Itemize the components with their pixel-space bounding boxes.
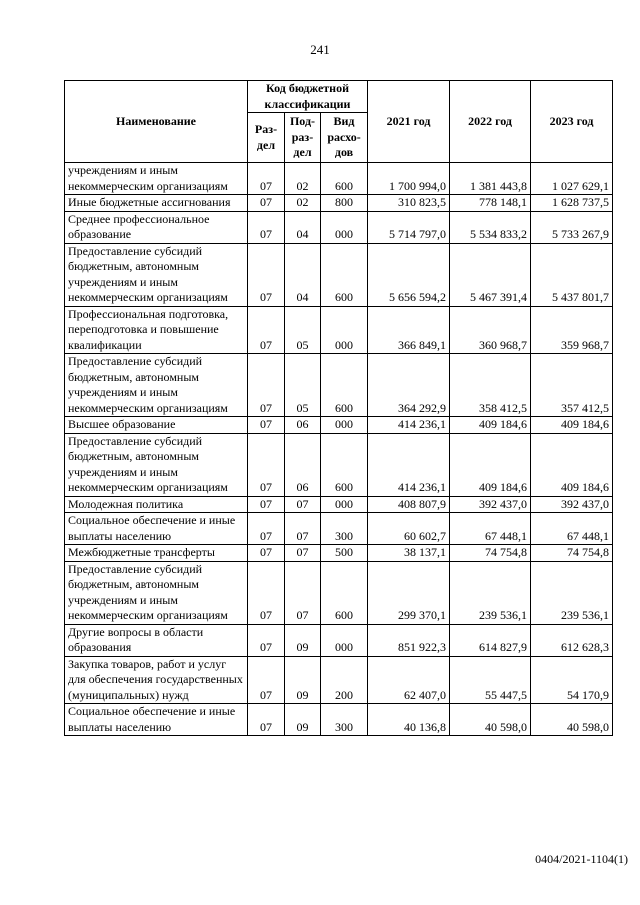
row-name: Социальное обеспечение и иные выплаты населению — [65, 704, 248, 736]
row-value-2022: 778 148,1 — [450, 195, 531, 212]
row-value-2022: 614 827,9 — [450, 624, 531, 656]
row-vid: 300 — [321, 704, 368, 736]
row-value-2021: 5 656 594,2 — [368, 243, 450, 306]
header-vid: Вид расхо-дов — [321, 113, 368, 163]
row-value-2023: 409 184,6 — [531, 433, 613, 496]
row-podrazdel: 07 — [285, 496, 321, 513]
table-row — [65, 496, 613, 513]
table-row — [65, 433, 613, 496]
table-row — [65, 656, 613, 704]
header-razdel: Раз-дел — [248, 113, 285, 163]
row-razdel: 07 — [248, 306, 285, 354]
row-value-2022: 360 968,7 — [450, 306, 531, 354]
row-value-2022: 409 184,6 — [450, 433, 531, 496]
table-row — [65, 704, 613, 736]
row-vid: 600 — [321, 354, 368, 417]
row-value-2023: 54 170,9 — [531, 656, 613, 704]
row-name: Предоставление субсидий бюджетным, автономным учреждениям и иным некоммерческим организациям — [65, 561, 248, 624]
row-vid: 600 — [321, 433, 368, 496]
page-number: 241 — [310, 42, 330, 57]
table-row — [65, 354, 613, 417]
row-value-2022: 5 534 833,2 — [450, 211, 531, 243]
row-name: Предоставление субсидий бюджетным, автономным учреждениям и иным некоммерческим организациям — [65, 433, 248, 496]
row-podrazdel: 09 — [285, 624, 321, 656]
row-razdel: 07 — [248, 433, 285, 496]
row-value-2021: 414 236,1 — [368, 433, 450, 496]
table-row — [65, 624, 613, 656]
row-vid: 500 — [321, 545, 368, 562]
row-value-2021: 366 849,1 — [368, 306, 450, 354]
row-value-2022: 5 467 391,4 — [450, 243, 531, 306]
table-body — [65, 163, 613, 736]
row-value-2021: 364 292,9 — [368, 354, 450, 417]
row-podrazdel: 04 — [285, 243, 321, 306]
row-podrazdel: 02 — [285, 195, 321, 212]
row-name: Межбюджетные трансферты — [65, 545, 248, 562]
row-podrazdel: 06 — [285, 433, 321, 496]
table-row — [65, 243, 613, 306]
row-value-2023: 409 184,6 — [531, 417, 613, 434]
row-vid: 600 — [321, 243, 368, 306]
row-value-2023: 359 968,7 — [531, 306, 613, 354]
row-value-2023: 5 733 267,9 — [531, 211, 613, 243]
row-value-2022: 67 448,1 — [450, 513, 531, 545]
table-row — [65, 417, 613, 434]
row-podrazdel: 09 — [285, 704, 321, 736]
row-value-2022: 392 437,0 — [450, 496, 531, 513]
row-razdel: 07 — [248, 211, 285, 243]
row-razdel: 07 — [248, 704, 285, 736]
row-value-2023: 67 448,1 — [531, 513, 613, 545]
row-podrazdel: 05 — [285, 354, 321, 417]
row-name: Высшее образование — [65, 417, 248, 434]
row-vid: 200 — [321, 656, 368, 704]
table-row — [65, 195, 613, 212]
row-value-2021: 299 370,1 — [368, 561, 450, 624]
header-2023: 2023 год — [531, 81, 613, 163]
row-value-2021: 60 602,7 — [368, 513, 450, 545]
row-value-2023: 239 536,1 — [531, 561, 613, 624]
row-value-2023: 40 598,0 — [531, 704, 613, 736]
row-razdel: 07 — [248, 417, 285, 434]
row-name: Молодежная политика — [65, 496, 248, 513]
row-vid: 300 — [321, 513, 368, 545]
table-row — [65, 211, 613, 243]
row-vid: 600 — [321, 163, 368, 195]
row-value-2023: 357 412,5 — [531, 354, 613, 417]
row-value-2021: 62 407,0 — [368, 656, 450, 704]
header-2022: 2022 год — [450, 81, 531, 163]
row-razdel: 07 — [248, 513, 285, 545]
row-podrazdel: 06 — [285, 417, 321, 434]
row-razdel: 07 — [248, 624, 285, 656]
table-row — [65, 561, 613, 624]
header-podrazdel: Под-раз-дел — [285, 113, 321, 163]
row-value-2023: 74 754,8 — [531, 545, 613, 562]
row-value-2022: 358 412,5 — [450, 354, 531, 417]
row-value-2023: 612 628,3 — [531, 624, 613, 656]
row-value-2021: 851 922,3 — [368, 624, 450, 656]
row-razdel: 07 — [248, 656, 285, 704]
row-vid: 800 — [321, 195, 368, 212]
row-name: Закупка товаров, работ и услуг для обеспечения государственных (муниципальных) нужд — [65, 656, 248, 704]
row-value-2022: 74 754,8 — [450, 545, 531, 562]
row-vid: 000 — [321, 306, 368, 354]
budget-table — [64, 80, 613, 736]
table-row — [65, 513, 613, 545]
header-code-group: Код бюджетной классификации — [248, 81, 368, 113]
row-podrazdel: 05 — [285, 306, 321, 354]
row-razdel: 07 — [248, 354, 285, 417]
row-vid: 000 — [321, 624, 368, 656]
row-podrazdel: 09 — [285, 656, 321, 704]
row-razdel: 07 — [248, 545, 285, 562]
row-name: Среднее профессиональное образование — [65, 211, 248, 243]
header-2021: 2021 год — [368, 81, 450, 163]
row-vid: 000 — [321, 211, 368, 243]
row-vid: 000 — [321, 417, 368, 434]
row-razdel: 07 — [248, 561, 285, 624]
row-value-2021: 408 807,9 — [368, 496, 450, 513]
row-vid: 600 — [321, 561, 368, 624]
header-name: Наименование — [65, 81, 248, 163]
row-value-2022: 1 381 443,8 — [450, 163, 531, 195]
table-row — [65, 545, 613, 562]
row-value-2021: 414 236,1 — [368, 417, 450, 434]
row-name: Профессиональная подготовка, переподготовка и повышение квалификации — [65, 306, 248, 354]
row-value-2022: 239 536,1 — [450, 561, 531, 624]
row-value-2023: 392 437,0 — [531, 496, 613, 513]
row-value-2022: 55 447,5 — [450, 656, 531, 704]
row-razdel: 07 — [248, 243, 285, 306]
row-razdel: 07 — [248, 195, 285, 212]
row-name: учреждениям и иным некоммерческим организациям — [65, 163, 248, 195]
row-value-2023: 5 437 801,7 — [531, 243, 613, 306]
row-podrazdel: 07 — [285, 561, 321, 624]
row-name: Социальное обеспечение и иные выплаты населению — [65, 513, 248, 545]
row-podrazdel: 04 — [285, 211, 321, 243]
row-name: Другие вопросы в области образования — [65, 624, 248, 656]
row-value-2021: 1 700 994,0 — [368, 163, 450, 195]
row-podrazdel: 07 — [285, 513, 321, 545]
row-value-2022: 409 184,6 — [450, 417, 531, 434]
document-code: 0404/2021-1104(1) — [535, 852, 628, 866]
row-vid: 000 — [321, 496, 368, 513]
row-name: Предоставление субсидий бюджетным, автономным учреждениям и иным некоммерческим организациям — [65, 243, 248, 306]
row-value-2023: 1 027 629,1 — [531, 163, 613, 195]
row-value-2021: 5 714 797,0 — [368, 211, 450, 243]
row-value-2023: 1 628 737,5 — [531, 195, 613, 212]
row-name: Предоставление субсидий бюджетным, автономным учреждениям и иным некоммерческим организациям — [65, 354, 248, 417]
row-podrazdel: 07 — [285, 545, 321, 562]
table-row — [65, 306, 613, 354]
row-value-2021: 38 137,1 — [368, 545, 450, 562]
row-razdel: 07 — [248, 496, 285, 513]
row-podrazdel: 02 — [285, 163, 321, 195]
row-value-2022: 40 598,0 — [450, 704, 531, 736]
table-row — [65, 163, 613, 195]
row-value-2021: 40 136,8 — [368, 704, 450, 736]
row-value-2021: 310 823,5 — [368, 195, 450, 212]
row-razdel: 07 — [248, 163, 285, 195]
row-name: Иные бюджетные ассигнования — [65, 195, 248, 212]
